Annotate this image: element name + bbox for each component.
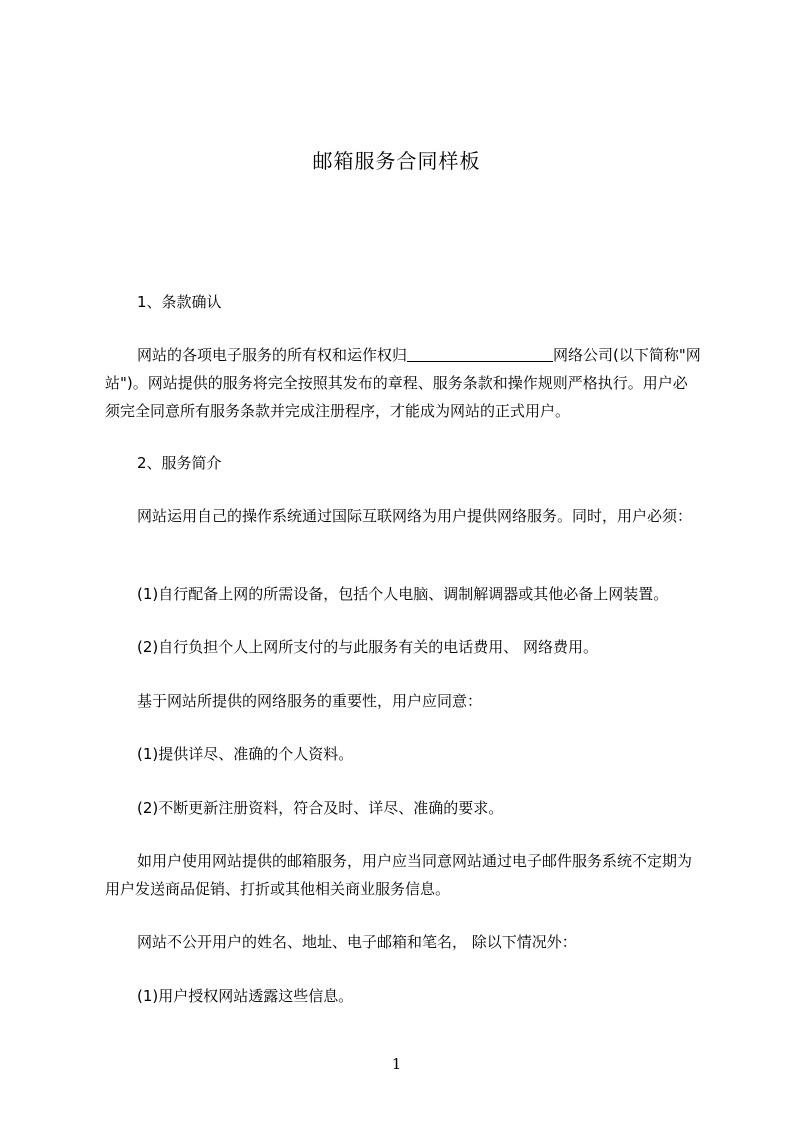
list-item: (2)自行负担个人上网所支付的与此服务有关的电话费用、 网络费用。 bbox=[137, 638, 599, 656]
list-item: (1)提供详尽、准确的个人资料。 bbox=[137, 745, 354, 763]
paragraph-ownership-prefix: 网站的各项电子服务的所有权和运作权归 bbox=[137, 346, 408, 364]
section-heading-1: 1、条款确认 bbox=[137, 293, 222, 311]
paragraph-ownership-suffix: 网络公司(以下简称"网站")。网站提供的服务将完全按照其发布的章程、服务条款和操作规则严格执行。用户必须完全同意所有服务条款并完成注册程序，才能成为网站的正式用户。 bbox=[105, 346, 701, 420]
list-item: (1)用户授权网站透露这些信息。 bbox=[137, 987, 354, 1005]
paragraph-email-promotion: 如用户使用网站提供的邮箱服务，用户应当同意网站通过电子邮件服务系统不定期为用户发送商品促销、打折或其他相关商业服务信息。 bbox=[105, 852, 693, 898]
paragraph-privacy: 网站不公开用户的姓名、地址、电子邮箱和笔名， 除以下情况外： bbox=[137, 933, 577, 951]
paragraph-service-intro: 网站运用自己的操作系统通过国际互联网络为用户提供网络服务。同时，用户必须： bbox=[137, 507, 693, 525]
paragraph-agreement: 基于网站所提供的网络服务的重要性，用户应同意： bbox=[137, 692, 483, 710]
section-heading-2: 2、服务简介 bbox=[137, 454, 222, 472]
document-title: 邮箱服务合同样板 bbox=[312, 149, 481, 173]
list-item: (1)自行配备上网的所需设备，包括个人电脑、调制解调器或其他必备上网装置。 bbox=[137, 585, 669, 603]
page-number: 1 bbox=[391, 1055, 402, 1073]
blank-company-name bbox=[407, 347, 553, 362]
paragraph-ownership bbox=[105, 341, 701, 425]
list-item: (2)不断更新注册资料，符合及时、详尽、准确的要求。 bbox=[137, 799, 504, 817]
